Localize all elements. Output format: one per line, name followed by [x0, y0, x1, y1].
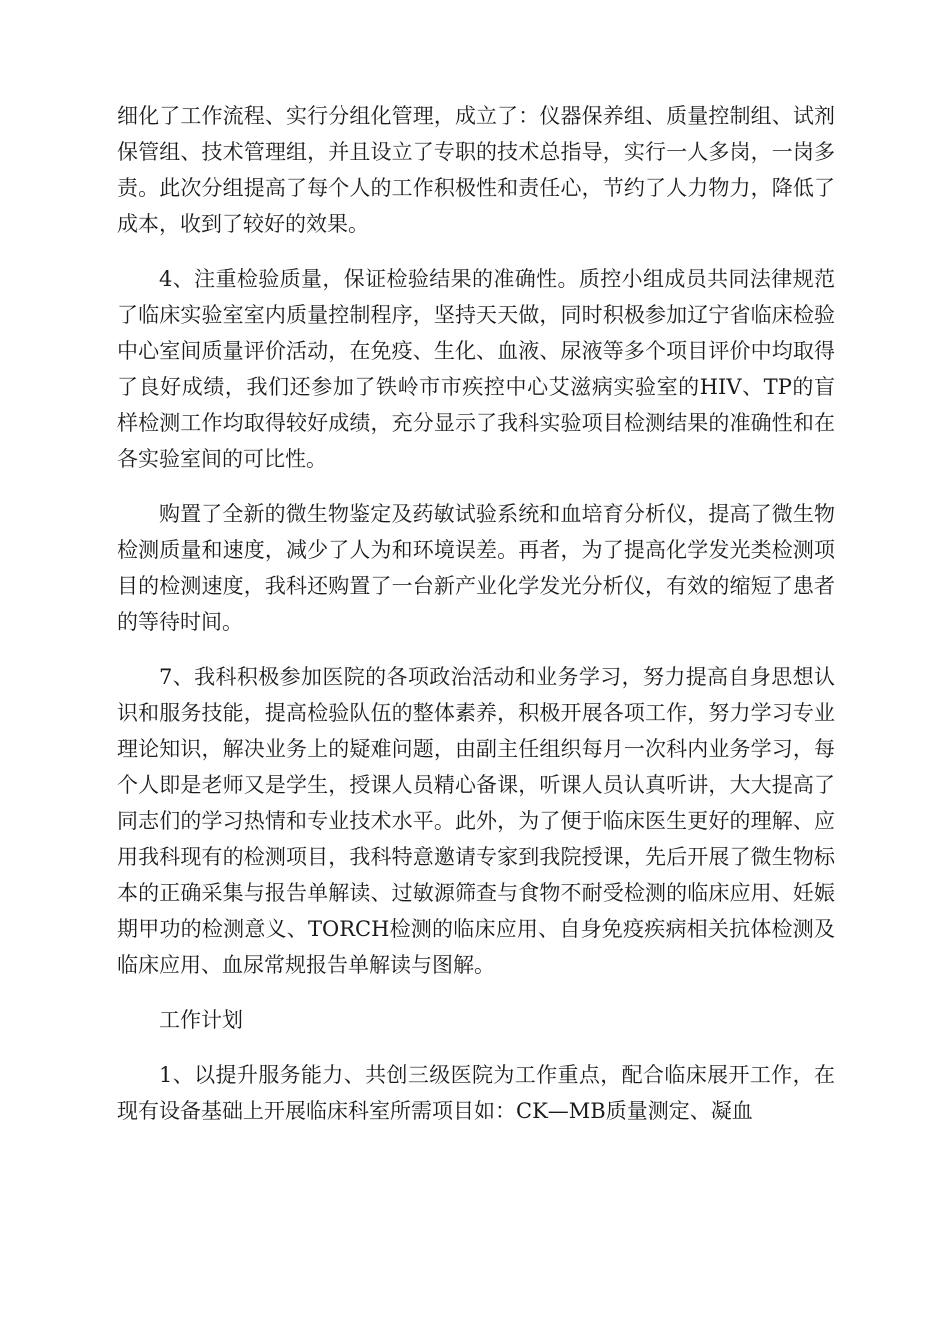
paragraph-equipment-purchase: 购置了全新的微生物鉴定及药敏试验系统和血培育分析仪，提高了微生物检测质量和速度，减少了人为和环境误差。再者，为了提高化学发光类检测项目的检测速度，我科还购置了一台新产业化学发光分析仪，有效的缩短了患者的等待时间。	[117, 502, 835, 634]
paragraph-quality-control: 4、注重检验质量，保证检验结果的准确性。质控小组成员共同法律规范了临床实验室室内质量控制程序，坚持天天做，同时积极参加辽宁省临床检验中心室间质量评价活动，在免疫、生化、血液、尿液等多个项目评价中均取得了良好成绩，我们还参加了铁岭市市疾控中心艾滋病实验室的HIV、TP的盲样检测工作均取得较好成绩，充分显示了我科实验项目检测结果的准确性和在各实验室间的可比性。	[117, 267, 835, 471]
paragraph-plan-item-1: 1、以提升服务能力、共创三级医院为工作重点，配合临床展开工作，在现有设备基础上开展临床科室所需项目如：CK—MB质量测定、凝血	[117, 1063, 835, 1123]
paragraph-grouped-management: 细化了工作流程、实行分组化管理，成立了：仪器保养组、质量控制组、试剂保管组、技术管理组，并且设立了专职的技术总指导，实行一人多岗，一岗多责。此次分组提高了每个人的工作积极性和责任心，节约了人力物力，降低了成本，收到了较好的效果。	[117, 104, 835, 236]
document-body	[117, 98, 835, 1148]
section-heading-work-plan: 工作计划	[159, 1008, 243, 1032]
paragraph-training: 7、我科积极参加医院的各项政治活动和业务学习，努力提高自身思想认识和服务技能，提高检验队伍的整体素养，积极开展各项工作，努力学习专业理论知识，解决业务上的疑难问题，由副主任组织每月一次科内业务学习，每个人即是老师又是学生，授课人员精心备课，听课人员认真听讲，大大提高了同志们的学习热情和专业技术水平。此外，为了便于临床医生更好的理解、应用我科现有的检测项目，我科特意邀请专家到我院授课，先后开展了微生物标本的正确采集与报告单解读、过敏源筛查与食物不耐受检测的临床应用、妊娠期甲功的检测意义、TORCH检测的临床应用、自身免疫疾病相关抗体检测及临床应用、血尿常规报告单解读与图解。	[117, 665, 835, 977]
